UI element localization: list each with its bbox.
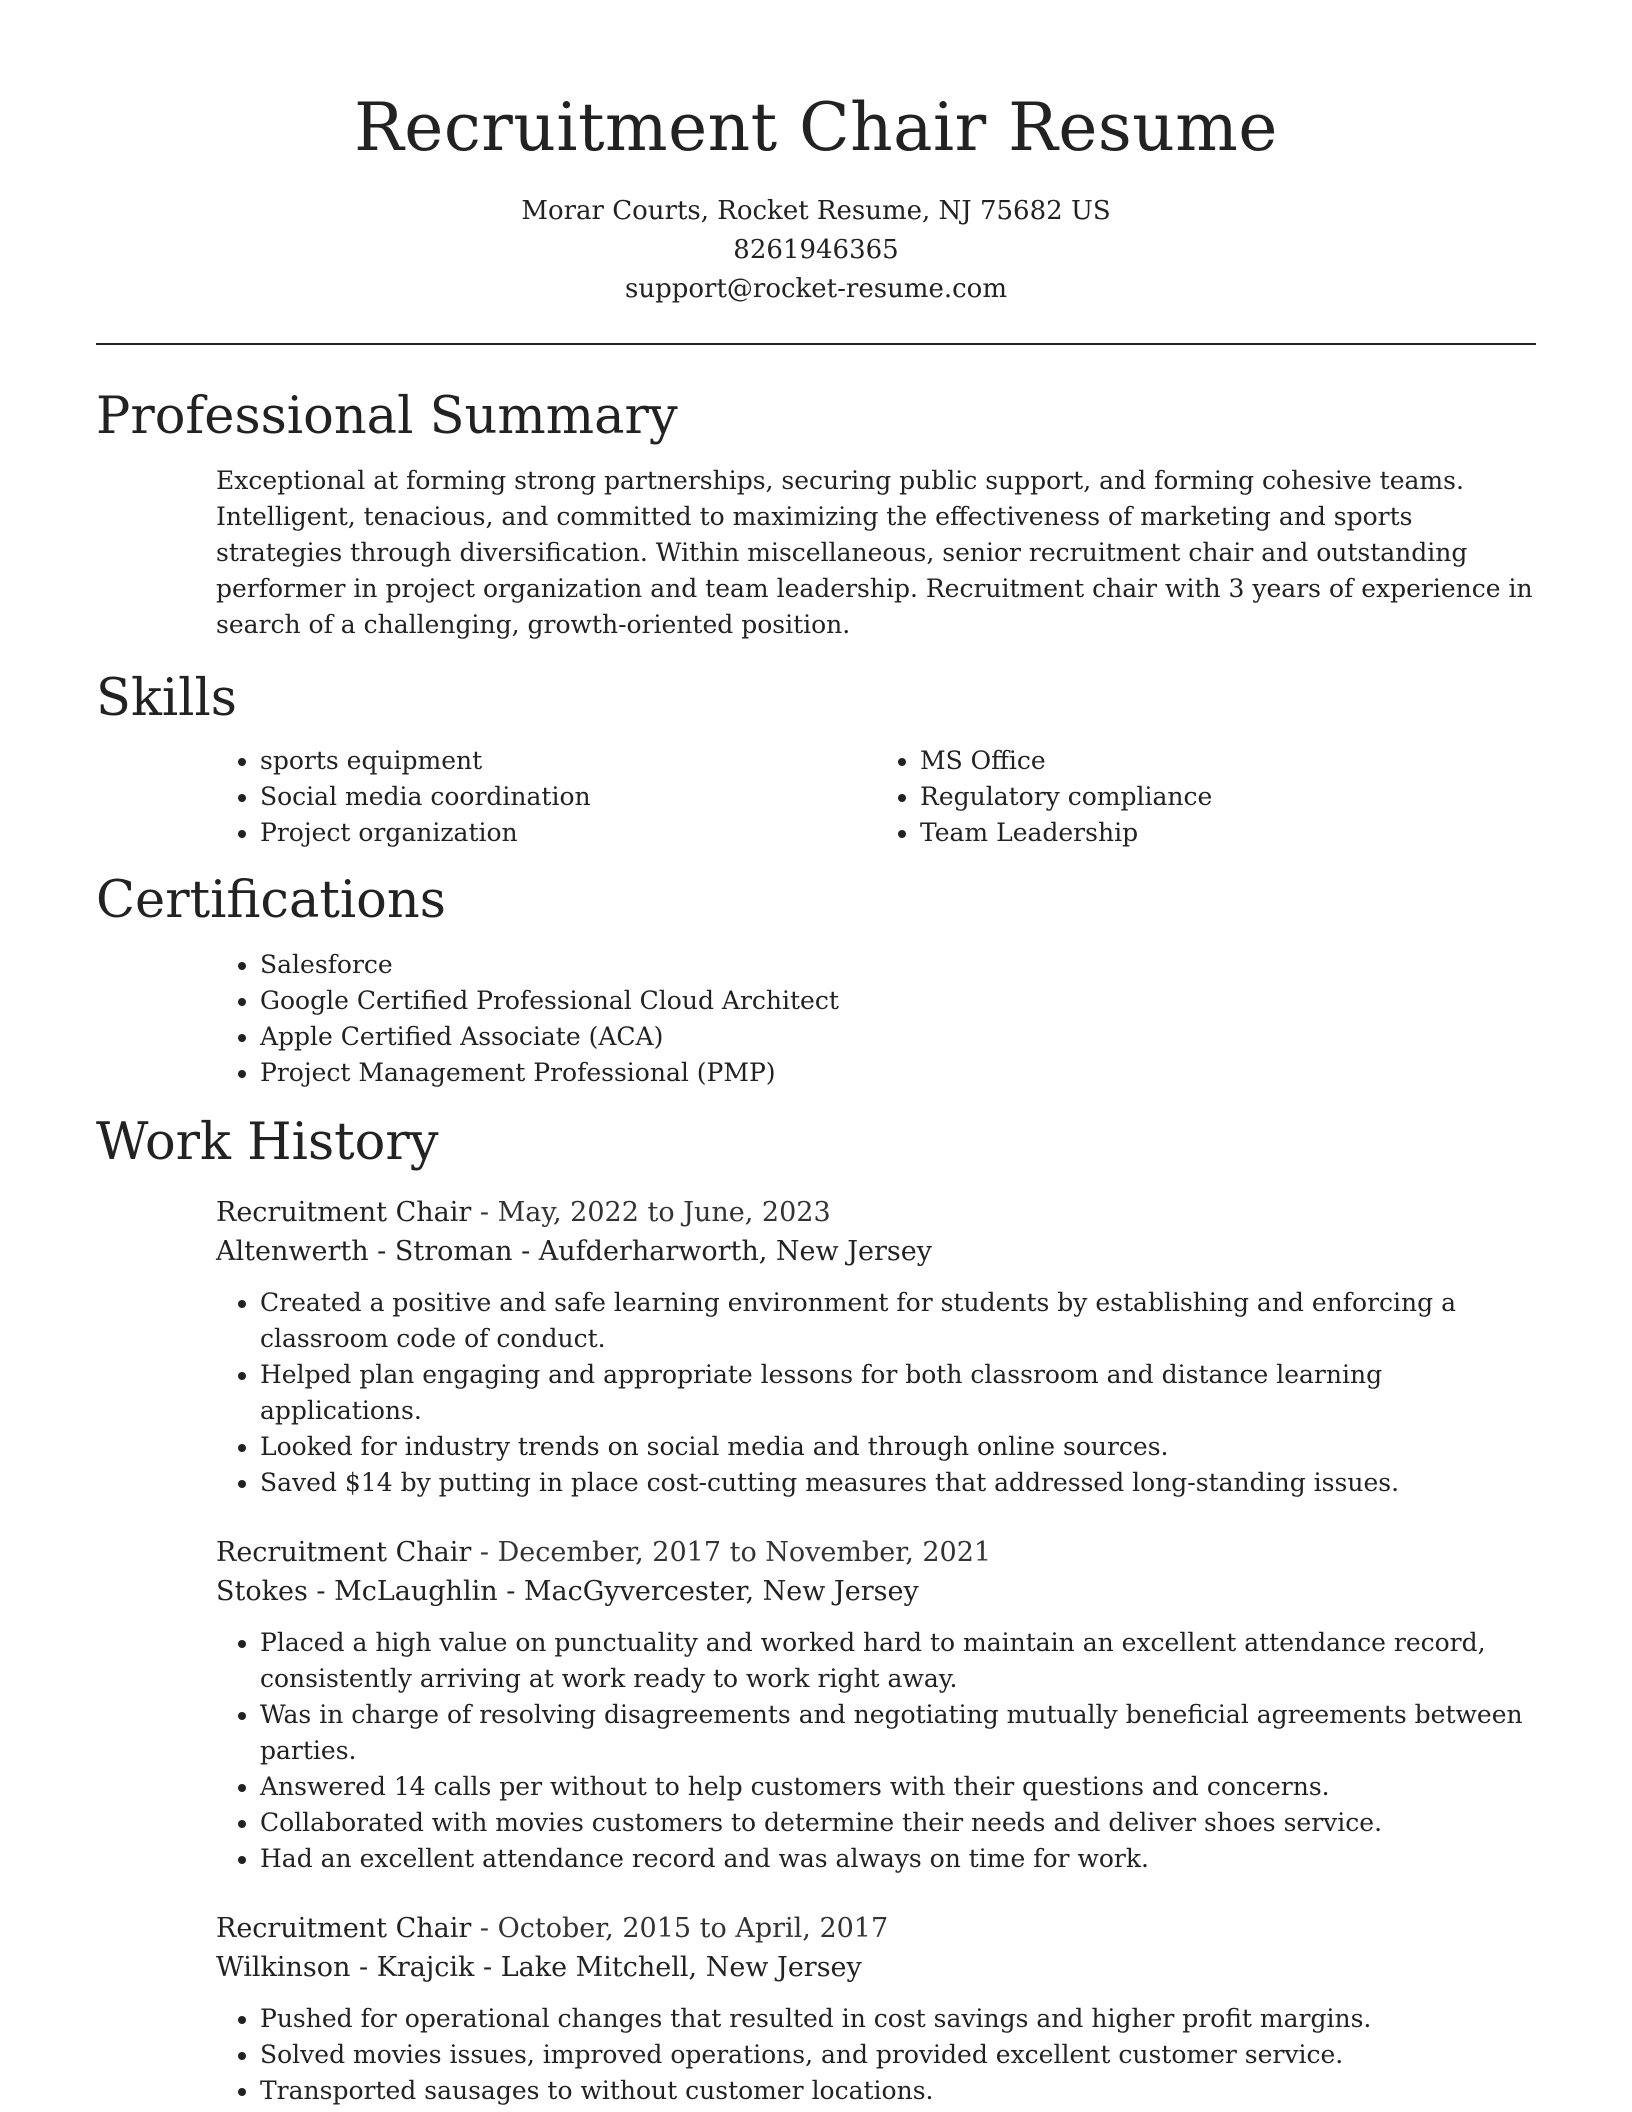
job-entry [216,1193,1536,1501]
skill-item: • sports equipment [260,743,876,779]
contact-email: support@rocket-resume.com [624,274,1007,304]
certifications-list [216,947,1536,1091]
job-title-line: Recruitment Chair - December, 2017 to November, 2021 [216,1537,992,1568]
job-duty: • Placed a high value on punctuality and worked hard to maintain an excellent attendance record, consistently arriving at work ready to work right away. [260,1625,1536,1697]
contact-block [96,192,1536,309]
skill-item: • Social media coordination [260,779,876,815]
job-company: Altenwerth - Stroman [216,1236,513,1267]
job-entry [216,1909,1536,2109]
job-entry [216,1533,1536,1877]
job-company: Wilkinson - Krajcik [216,1952,475,1983]
job-role: Recruitment Chair [216,1913,472,1944]
job-employer-line: Altenwerth - Stroman - Aufderharworth, New Jersey [216,1236,932,1267]
job-dates: May, 2022 to June, 2023 [497,1197,831,1228]
job-company: Stokes - McLaughlin [216,1576,498,1607]
job-employer-line: Wilkinson - Krajcik - Lake Mitchell, New Jersey [216,1952,862,1983]
job-duties [216,1625,1536,1877]
job-title-line: Recruitment Chair - October, 2015 to April, 2017 [216,1913,889,1944]
job-duty: • Created a positive and safe learning environment for students by establishing and enforcing a classroom code of conduct. [260,1285,1536,1357]
job-title-line: Recruitment Chair - May, 2022 to June, 2023 [216,1197,831,1228]
job-duty: • Looked for industry trends on social media and through online sources. [260,1429,1536,1465]
skills-column-right [876,743,1536,851]
resume-title: Recruitment Chair Resume [354,89,1278,166]
resume-page [96,0,1536,2109]
summary-heading: Professional Summary [96,387,678,446]
job-duty: • Answered 14 calls per without to help customers with their questions and concerns. [260,1769,1536,1805]
contact-phone: 8261946365 [733,235,899,265]
job-role: Recruitment Chair [216,1537,472,1568]
contact-address: Morar Courts, Rocket Resume, NJ 75682 US [521,196,1111,226]
job-duties [216,2001,1536,2109]
certification-item: • Google Certified Professional Cloud Architect [260,983,1536,1019]
certification-item: • Project Management Professional (PMP) [260,1055,1536,1091]
work-history-heading: Work History [96,1113,439,1172]
job-location: MacGyvercester, New Jersey [523,1576,919,1607]
job-employer-line: Stokes - McLaughlin - MacGyvercester, New Jersey [216,1576,919,1607]
certification-item: • Salesforce [260,947,1536,983]
job-location: Lake Mitchell, New Jersey [500,1952,862,1983]
summary-text: Exceptional at forming strong partnerships, securing public support, and forming cohesive teams. Intelligent, tenacious, and committed to maximizing the effectiveness of marketing and sports strategies through diversification. Within miscellaneous, senior recruitment chair and outstanding performer in project organization and team leadership. Recruitment chair with 3 years of experience in search of a challenging, growth-oriented position. [216,466,1533,639]
skill-item: • Project organization [260,815,876,851]
job-duty: • Transported sausages to without customer locations. [260,2073,1536,2109]
job-duty: • Pushed for operational changes that resulted in cost savings and higher profit margins. [260,2001,1536,2037]
skill-item: • Team Leadership [920,815,1536,851]
job-duty: • Helped plan engaging and appropriate lessons for both classroom and distance learning applications. [260,1357,1536,1429]
job-duty: • Was in charge of resolving disagreements and negotiating mutually beneficial agreements between parties. [260,1697,1536,1769]
job-duty: • Saved $14 by putting in place cost-cutting measures that addressed long-standing issues. [260,1465,1536,1501]
skill-item: • Regulatory compliance [920,779,1536,815]
job-duty: • Collaborated with movies customers to determine their needs and deliver shoes service. [260,1805,1536,1841]
skill-item: • MS Office [920,743,1536,779]
job-location: Aufderharworth, New Jersey [538,1236,932,1267]
job-duty: • Had an excellent attendance record and was always on time for work. [260,1841,1536,1877]
skills-column-left [216,743,876,851]
job-role: Recruitment Chair [216,1197,472,1228]
job-duty: • Solved movies issues, improved operations, and provided excellent customer service. [260,2037,1536,2073]
job-dates: October, 2015 to April, 2017 [497,1913,889,1944]
job-dates: December, 2017 to November, 2021 [497,1537,992,1568]
certification-item: • Apple Certified Associate (ACA) [260,1019,1536,1055]
job-duties [216,1285,1536,1501]
header-divider [96,343,1536,345]
certifications-heading: Certifications [96,871,446,930]
skills-list [216,743,1536,851]
skills-heading: Skills [96,669,237,728]
